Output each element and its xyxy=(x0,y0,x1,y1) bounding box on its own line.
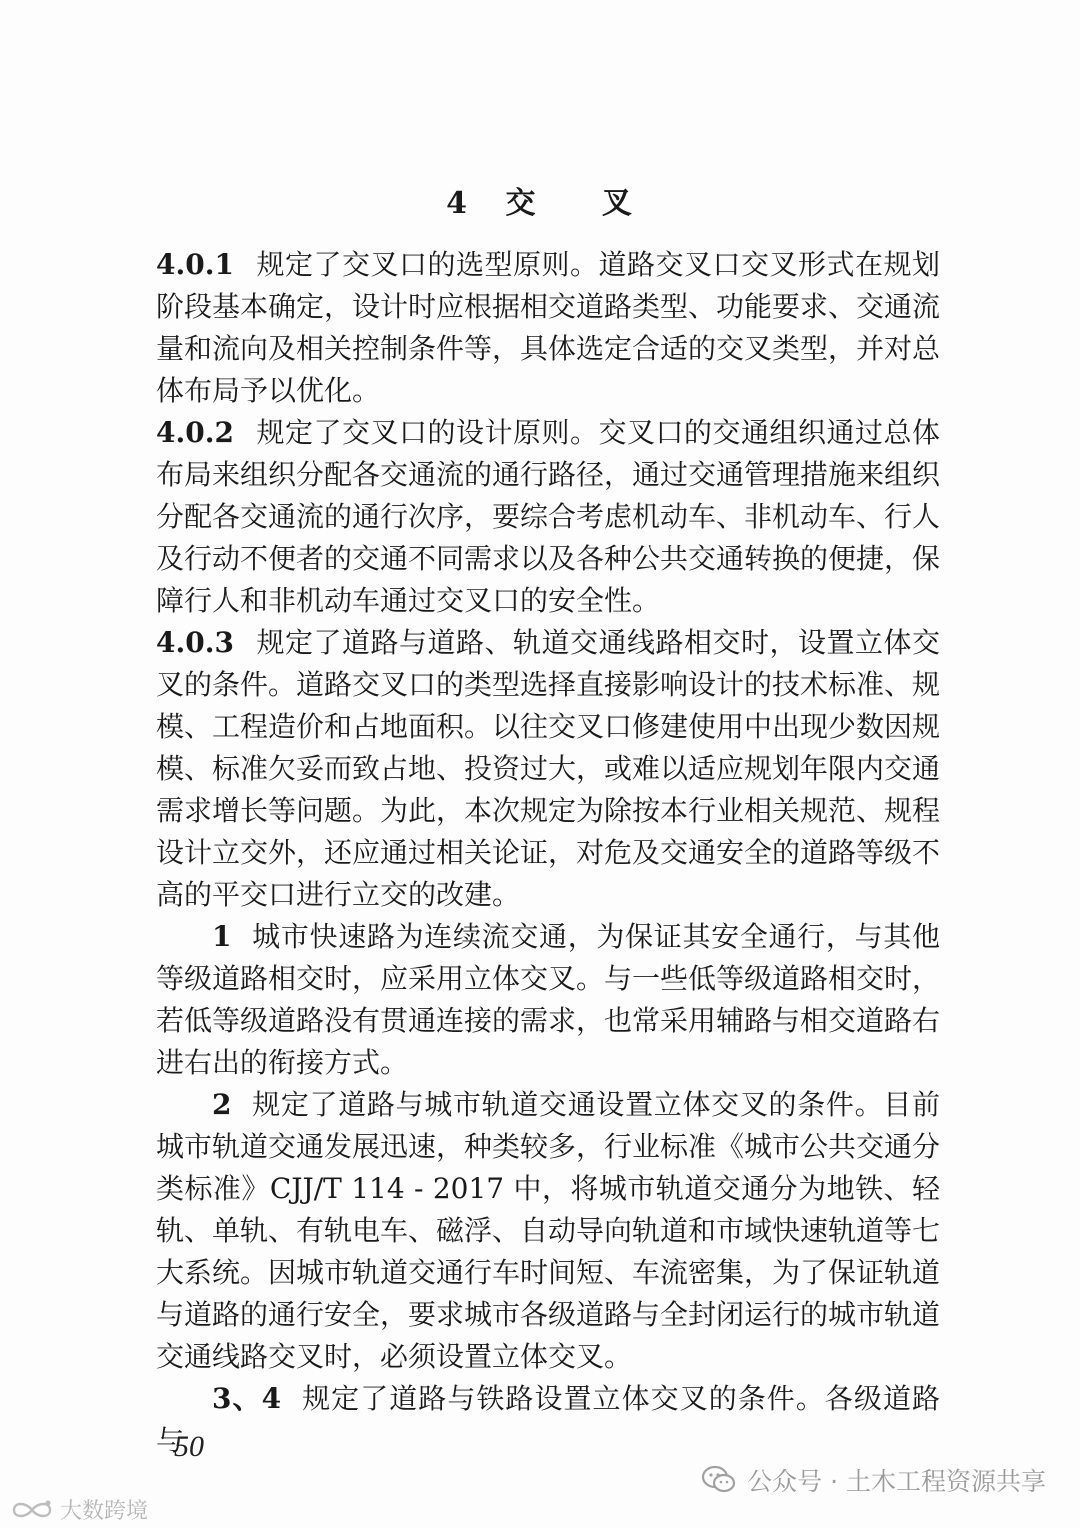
clause-text: 规定了道路与道路、轨道交通线路相交时，设置立体交叉的条件。道路交叉口的类型选择直接影响设计的技术标准、规模、工程造价和占地面积。以往交叉口修建使用中出现少数因规模、标准欠妥而致占地、投资过大，或难以适应规划年限内交通需求增长等问题。为此，本次规定为除按本行业相关规范、规程设计立交外，还应通过相关论证，对危及交通安全的道路等级不高的平交口进行立交的改建。 xyxy=(156,626,941,911)
item-number: 2 xyxy=(212,1088,232,1121)
brand-watermark xyxy=(8,1494,148,1525)
clause-4-0-3 xyxy=(156,622,940,916)
clause-number: 4.0.3 xyxy=(156,626,234,659)
item-number: 1 xyxy=(212,920,232,953)
wechat-watermark xyxy=(701,1462,1046,1498)
chapter-title-char-1: 交 xyxy=(505,186,538,221)
clause-number: 4.0.2 xyxy=(156,416,234,449)
brand-logo-icon xyxy=(8,1497,56,1523)
chapter-number: 4 xyxy=(446,186,469,221)
item-3-4 xyxy=(156,1378,940,1462)
brand-watermark-text: 大数跨境 xyxy=(60,1499,149,1524)
item-text: 规定了道路与城市轨道交通设置立体交叉的条件。目前城市轨道交通发展迅速，种类较多，行业标准《城市公共交通分类标准》CJJ/T 114 - 2017 中，将城市轨道交通分为地铁、轻轨、单轨、有轨电车、磁浮、自动导向轨道和市域快速轨道等七大系统。因城市轨道交通行车时间短、车流密集，为了保证轨道与道路的通行安全，要求城市各级道路与全封闭运行的城市轨道交通线路交叉时，必须设置立体交叉。 xyxy=(156,1088,941,1373)
wechat-watermark-text: 公众号 · 土木工程资源共享 xyxy=(747,1467,1046,1496)
item-text: 规定了道路与铁路设置立体交叉的条件。各级道路与 xyxy=(156,1382,940,1457)
clause-text: 规定了交叉口的设计原则。交叉口的交通组织通过总体布局来组织分配各交通流的通行路径，通过交通管理措施来组织分配各交通流的通行次序，要综合考虑机动车、非机动车、行人及行动不便者的交通不同需求以及各种公共交通转换的便捷，保障行人和非机动车通过交叉口的安全性。 xyxy=(156,416,941,617)
body-text xyxy=(156,244,940,1462)
page-number: 50 xyxy=(174,1430,204,1463)
chapter-title-char-2: 叉 xyxy=(601,186,634,221)
clause-4-0-1 xyxy=(156,244,940,412)
item-text: 城市快速路为连续流交通，为保证其安全通行，与其他等级道路相交时，应采用立体交叉。与一些低等级道路相交时，若低等级道路没有贯通连接的需求，也常采用辅路与相交道路右进右出的衔接方式。 xyxy=(156,920,941,1079)
item-number: 3、4 xyxy=(212,1382,282,1415)
item-2 xyxy=(156,1084,940,1378)
chapter-heading xyxy=(0,178,1080,222)
item-1 xyxy=(156,916,940,1084)
wechat-icon xyxy=(701,1465,737,1495)
clause-number: 4.0.1 xyxy=(156,248,234,281)
clause-text: 规定了交叉口的选型原则。道路交叉口交叉形式在规划阶段基本确定，设计时应根据相交道路类型、功能要求、交通流量和流向及相关控制条件等，具体选定合适的交叉类型，并对总体布局予以优化。 xyxy=(156,248,941,407)
clause-4-0-2 xyxy=(156,412,940,622)
